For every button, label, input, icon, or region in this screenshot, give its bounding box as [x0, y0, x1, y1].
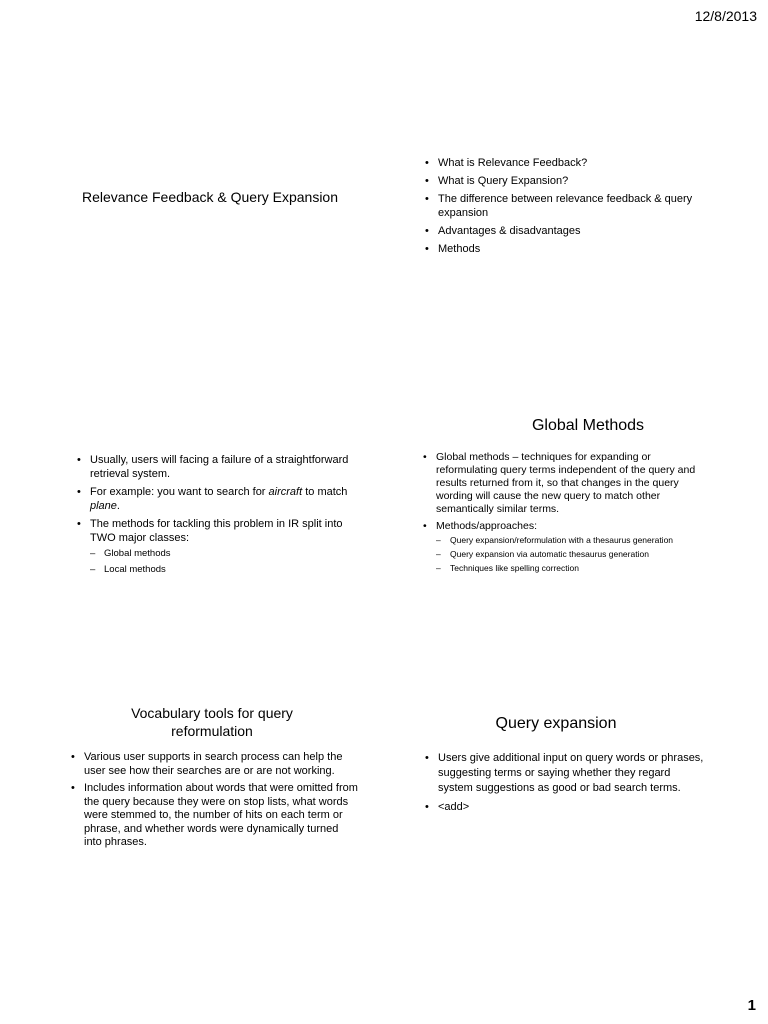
slide-3-emphasis-aircraft: aircraft — [268, 486, 303, 498]
slide-3-emphasis-plane: plane — [90, 500, 117, 512]
slide-3-bullet-list — [76, 453, 358, 580]
slide-3-bullet — [76, 485, 358, 513]
header-date: 12/8/2013 — [694, 8, 757, 24]
slide-3-sub-bullet: – Local methods — [90, 564, 358, 576]
slide-3-bullet-text: . — [116, 500, 120, 512]
slide-4-bullet — [422, 520, 697, 574]
slide-1-title: Relevance Feedback & Query Expansion — [81, 189, 339, 205]
slide-5-bullet: • Various user supports in search process can help the user see how their searches are or are not working. — [70, 751, 358, 778]
page-number: 1 — [747, 997, 756, 1014]
slide-5-bullet-list — [70, 751, 358, 854]
slide-4-sub-bullet: – Query expansion via automatic thesaurus generation — [436, 549, 697, 560]
slide-2-bullet: • Advantages & disadvantages — [424, 224, 696, 238]
slide-4-title: Global Methods — [531, 417, 645, 434]
slide-5-title: Vocabulary tools for query reformulation — [131, 705, 293, 740]
slide-6 — [390, 690, 722, 940]
slide-3-bullet — [76, 517, 358, 576]
slide-2-bullet: • Methods — [424, 242, 696, 256]
slide-2-bullet: • What is Relevance Feedback? — [424, 156, 696, 170]
slide-6-title: Query expansion — [495, 715, 617, 732]
slide-4-bullet-text: Methods/approaches: — [436, 520, 537, 532]
slide-6-bullet-list — [424, 751, 706, 819]
slide-4-bullet — [422, 451, 697, 516]
slide-3-sub-list — [90, 548, 358, 576]
slide-3-bullet-text: The methods for tackling this problem in IR split into TWO major classes: — [90, 518, 343, 544]
slide-4-sub-list — [436, 535, 697, 574]
slide-3-bullet-text: to match — [302, 486, 348, 498]
slide-3-bullet-text: For example: you want to search for — [90, 486, 269, 498]
slide-4-sub-bullet: – Techniques like spelling correction — [436, 563, 697, 574]
slide-2-bullet: • The difference between relevance feedback & query expansion — [424, 192, 696, 220]
slide-6-bullet: • <add> — [424, 800, 706, 815]
slide-3 — [76, 380, 408, 630]
slide-3-bullet: • Usually, users will facing a failure of a straightforward retrieval system. — [76, 453, 358, 481]
slide-4-sub-bullet: – Query expansion/reformulation with a thesaurus generation — [436, 535, 697, 546]
slide-2-bullet-list — [424, 156, 696, 260]
slide-1 — [44, 70, 376, 320]
slide-4-bullet-list — [422, 451, 697, 578]
slide-5-bullet: • Includes information about words that were omitted from the query because they were on stop lists, what words were stemmed to, the number of hits on each term or phrase, and whether words were dynamically turned into phrases. — [70, 782, 358, 850]
slide-5 — [46, 690, 378, 940]
slide-3-sub-bullet: – Global methods — [90, 548, 358, 560]
slide-2-bullet: • What is Query Expansion? — [424, 174, 696, 188]
slide-6-bullet: • Users give additional input on query words or phrases, suggesting terms or saying whether they regard system suggestions as good or bad search terms. — [424, 751, 706, 796]
slide-2 — [424, 70, 756, 320]
slide-4 — [422, 380, 754, 630]
slide-4-bullet-text: Global methods – techniques for expanding or reformulating query terms independent of the query and results returned from it, so that changes in the query wording will cause the new query to match other semantically similar terms. — [436, 451, 696, 515]
